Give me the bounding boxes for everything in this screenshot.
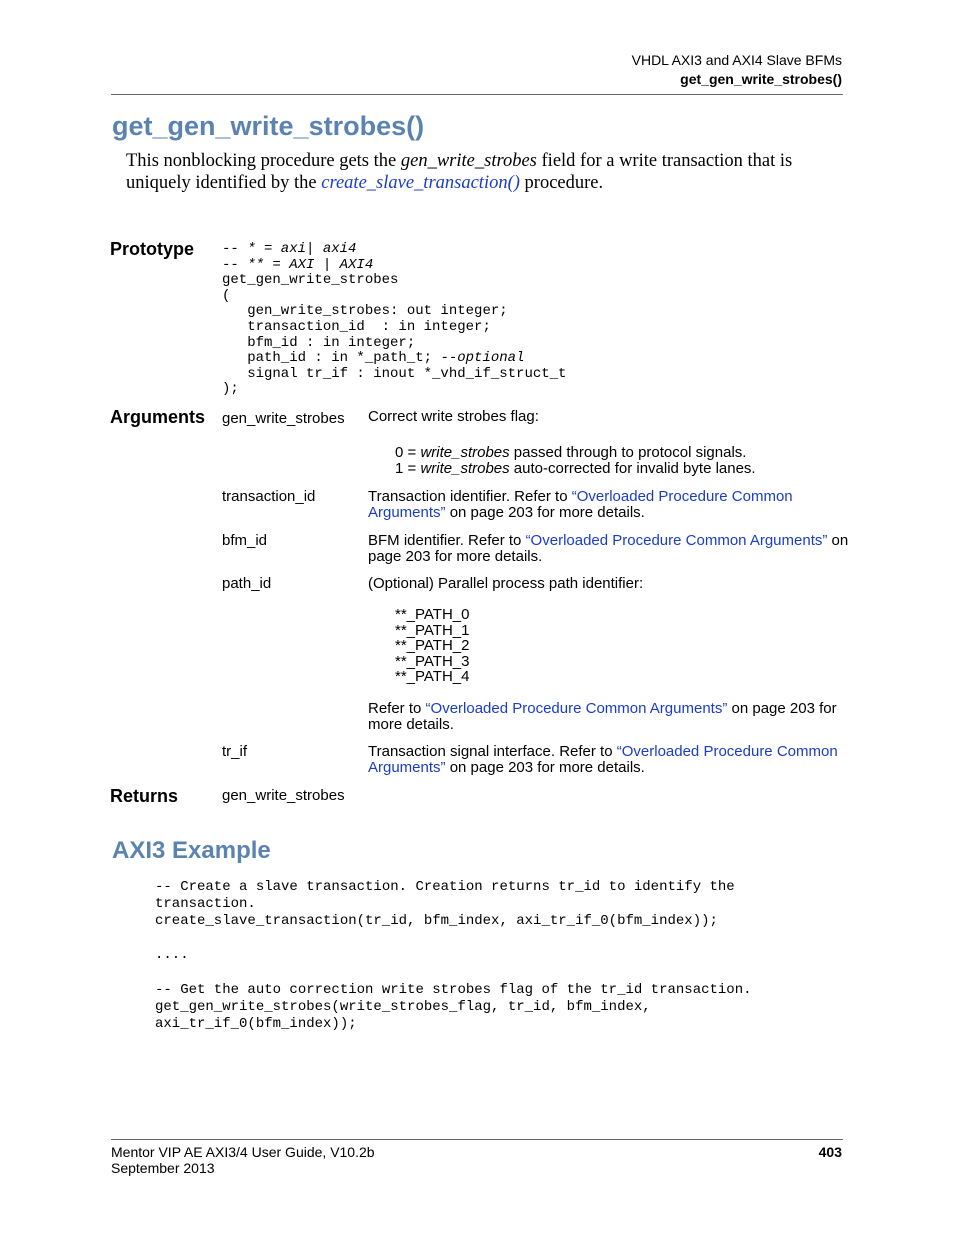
overloaded-args-link[interactable]: “Overloaded Procedure Common Arguments” xyxy=(368,743,838,776)
arg-name-transaction-id: transaction_id xyxy=(222,488,316,505)
path-item: **_PATH_1 xyxy=(395,621,470,639)
header-topic: get_gen_write_strobes() xyxy=(680,71,842,87)
footer-date: September 2013 xyxy=(111,1160,215,1176)
arg-value-0: 0 = write_strobes passed through to protocol signals. xyxy=(395,444,747,461)
intro-paragraph: This nonblocking procedure gets the gen_write_strobes field for a write transaction that is uniquely identified by the create_slave_transaction() procedure. xyxy=(126,151,793,193)
path-item: **_PATH_0 xyxy=(395,606,470,623)
path-list xyxy=(395,607,469,685)
running-header xyxy=(632,51,842,89)
arg-desc-gen-write-strobes: Correct write strobes flag: xyxy=(368,408,539,425)
overloaded-args-link[interactable]: “Overloaded Procedure Common Arguments” xyxy=(425,700,728,717)
path-item: **_PATH_4 xyxy=(395,668,470,686)
arg-name-bfm-id: bfm_id xyxy=(222,532,268,549)
page-number: 403 xyxy=(818,1144,842,1160)
returns-value: gen_write_strobes xyxy=(222,787,345,804)
overloaded-args-link[interactable]: “Overloaded Procedure Common Arguments” xyxy=(525,532,828,549)
header-rule xyxy=(111,94,843,95)
arg-value-1: 1 = write_strobes auto-corrected for invalid byte lanes. xyxy=(395,460,756,477)
prototype-code: -- * = axi| axi4 -- ** = AXI | AXI4 get_gen_write_strobes ( gen_write_strobes: out integer; transaction_id : in integer; bfm_id : in integer; path_id : in *_path_t; --optional signal tr_if : inout *_vhd_if_struct_t ); xyxy=(222,241,567,398)
arg-desc-path-id: (Optional) Parallel process path identifier: xyxy=(368,575,644,592)
footer-rule xyxy=(111,1139,843,1140)
returns-label: Returns xyxy=(110,786,179,806)
arguments-label: Arguments xyxy=(110,407,206,427)
footer-left xyxy=(111,1144,375,1176)
page-title: get_gen_write_strobes() xyxy=(112,111,425,141)
path-id-refer: Refer to “Overloaded Procedure Common Arguments” on page 203 for more details. xyxy=(368,700,837,733)
arg-desc-bfm-id: BFM identifier. Refer to “Overloaded Procedure Common Arguments” on page 203 for more details. xyxy=(368,532,849,565)
example-code: -- Create a slave transaction. Creation returns tr_id to identify the transaction. create_slave_transaction(tr_id, bfm_index, axi_tr_if_0(bfm_index)); .... -- Get the auto correction write strobes flag of the tr_id transaction. get_gen_write_strobes(write_strobes_flag, tr_id, bfm_index, axi_tr_if_0(bfm_index)); xyxy=(155,879,752,1032)
arg-desc-tr-if: Transaction signal interface. Refer to “Overloaded Procedure Common Arguments” on page 203 for more details. xyxy=(368,743,838,776)
prototype-label: Prototype xyxy=(110,239,195,259)
arg-desc-transaction-id: Transaction identifier. Refer to “Overloaded Procedure Common Arguments” on page 203 for more details. xyxy=(368,488,793,521)
create-slave-transaction-link[interactable]: create_slave_transaction() xyxy=(321,173,520,193)
footer-guide: Mentor VIP AE AXI3/4 User Guide, V10.2b xyxy=(111,1144,375,1160)
arg-name-tr-if: tr_if xyxy=(222,743,248,760)
arg-name-gen-write-strobes: gen_write_strobes xyxy=(222,410,345,427)
overloaded-args-link[interactable]: “Overloaded Procedure Common Arguments” xyxy=(368,488,793,521)
example-heading: AXI3 Example xyxy=(112,837,271,864)
arg-name-path-id: path_id xyxy=(222,575,272,592)
header-section: VHDL AXI3 and AXI4 Slave BFMs xyxy=(631,52,842,68)
path-item: **_PATH_2 xyxy=(395,637,470,655)
path-item: **_PATH_3 xyxy=(395,652,470,670)
